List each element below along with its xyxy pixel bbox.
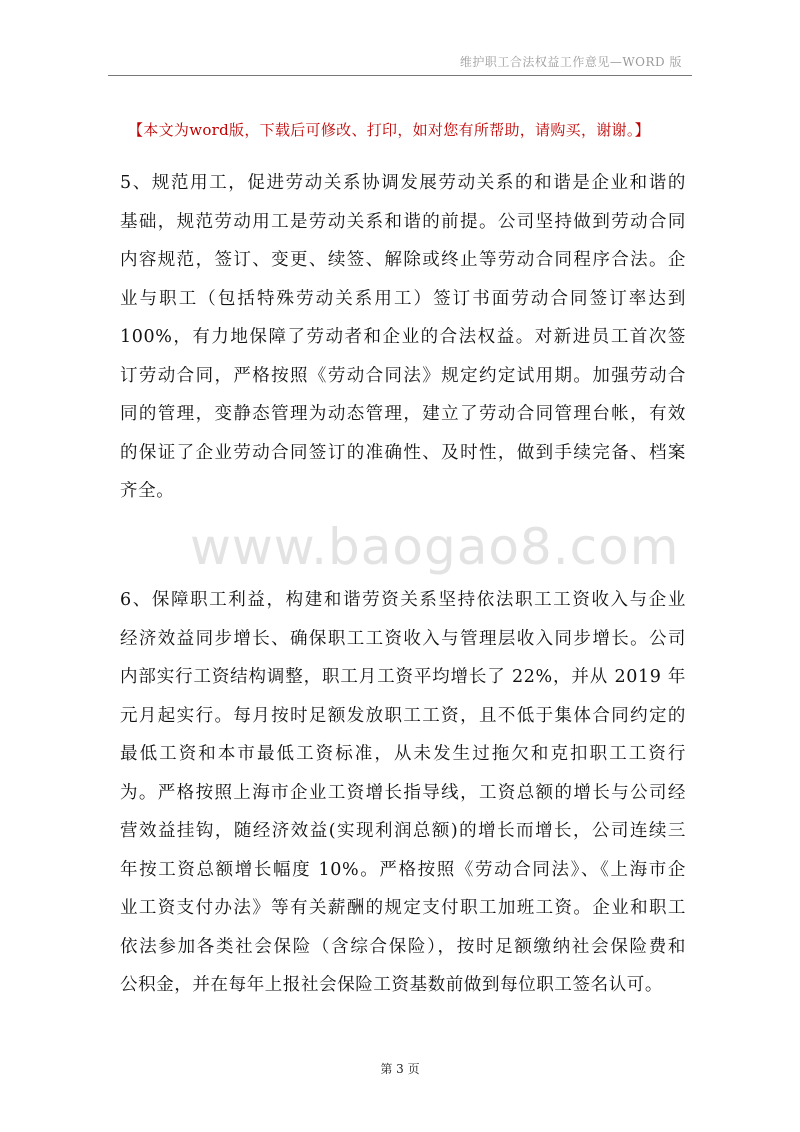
paragraph-line: 内部实行工资结构调整，职工月工资平均增长了 22%，并从 2019 年 [120,667,686,687]
paragraph-line: 依法参加各类社会保险（含综合保险），按时足额缴纳社会保险费和 [120,936,686,957]
paragraph-line: 5、规范用工，促进劳动关系协调发展劳动关系的和谐是企业和谐的 [120,173,686,193]
paragraph-line: 100%，有力地保障了劳动者和企业的合法权益。对新进员工首次签 [120,327,686,347]
paragraph-line: 年按工资总额增长幅度 10%。严格按照《劳动合同法》、《上海市企 [120,859,686,880]
paragraph-line: 的保证了企业劳动合同签订的准确性、及时性，做到手续完备、档案 [120,442,686,463]
paragraph-line: 齐全。 [120,481,175,501]
download-notice: 【本文为word版，下载后可修改、打印，如对您有所帮助，请购买，谢谢。】 [128,121,650,139]
paragraph-line: 内容规范，签订、变更、续签、解除或终止等劳动合同程序合法。企 [120,250,686,270]
paragraph-line: 基础，规范劳动用工是劳动关系和谐的前提。公司坚持做到劳动合同 [120,211,686,232]
paragraph-line: 元月起实行。每月按时足额发放职工工资，且不低于集体合同约定的 [120,705,686,726]
paragraph-line: 6、保障职工利益，构建和谐劳资关系坚持依法职工工资收入与企业 [120,590,686,610]
header-divider [108,75,692,76]
paragraph-line: 为。严格按照上海市企业工资增长指导线，工资总额的增长与公司经 [120,782,686,803]
paragraph-line: 业与职工（包括特殊劳动关系用工）签订书面劳动合同签订率达到 [120,288,686,309]
paragraph-6 [120,581,686,1005]
paragraph-line: 公积金，并在每年上报社会保险工资基数前做到每位职工签名认可。 [120,975,663,995]
paragraph-line: 订劳动合同，严格按照《劳动合同法》规定约定试用期。加强劳动合 [120,365,686,386]
paragraph-line: 业工资支付办法》等有关薪酬的规定支付职工加班工资。企业和职工 [120,898,686,918]
paragraph-line: 营效益挂钩，随经济效益(实现利润总额)的增长而增长，公司连续三 [120,821,686,841]
paragraph-line: 经济效益同步增长、确保职工工资收入与管理层收入同步增长。公司 [120,628,686,649]
watermark: www.baogao8.com [190,518,680,576]
paragraph-line: 最低工资和本市最低工资标准，从未发生过拖欠和克扣职工工资行 [120,744,686,764]
paragraph-line: 同的管理，变静态管理为动态管理，建立了劳动合同管理台帐，有效 [120,404,686,424]
paragraph-5 [120,164,686,511]
page-number: 第 3 页 [380,1062,420,1076]
header-title: 维护职工合法权益工作意见—WORD 版 [459,55,682,69]
